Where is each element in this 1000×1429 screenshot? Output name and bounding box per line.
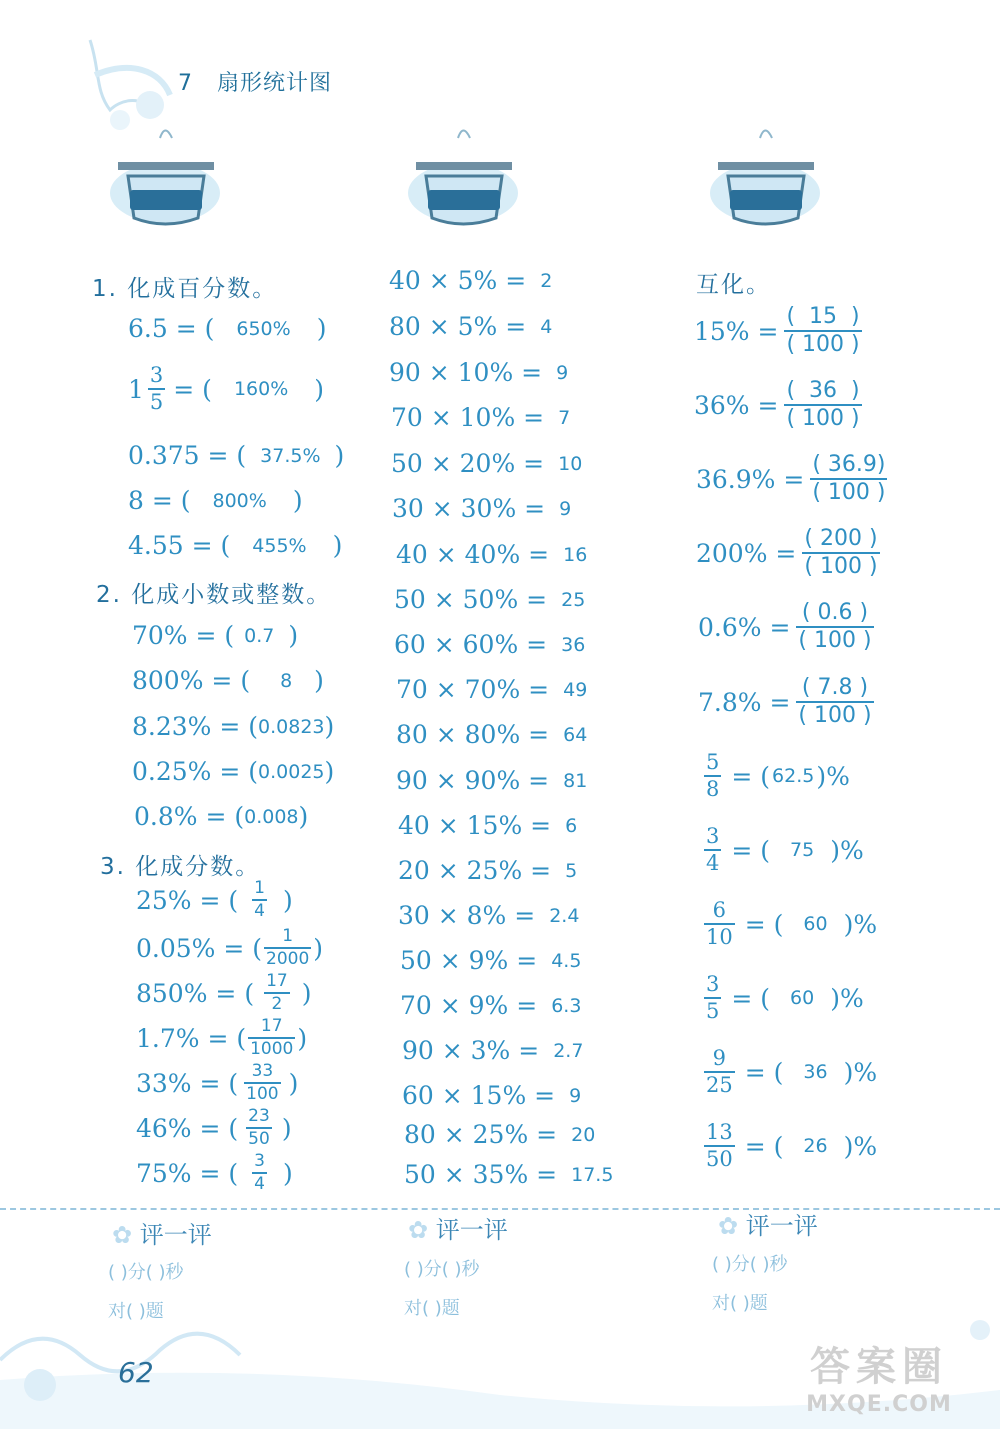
- multiplication-item: 20 × 25% = 5: [398, 856, 578, 885]
- section3-item: 850% = ( $\frac{17}{2}$ ): [136, 971, 312, 1014]
- percent-fraction-item: 7.8% = $\frac{( 7.8 )}{( 100 )}$: [698, 675, 872, 728]
- evaluation-title: ✿ 评一评: [112, 1221, 212, 1249]
- fraction-percent-item: $\frac{6}{10}$ = ( 60 )%: [706, 898, 878, 949]
- percent-fraction-item: 0.6% = $\frac{( 0.6 )}{( 100 )}$: [698, 600, 872, 653]
- section3-heading: 3. 化成分数。: [100, 854, 261, 880]
- evaluation-correct: 对( )题: [712, 1293, 768, 1314]
- multiplication-item: 40 × 5% = 2: [389, 266, 553, 295]
- card-badge-icon: [398, 118, 528, 238]
- section1-item: 6.5 = ( 650% ): [128, 314, 327, 343]
- multiplication-item: 50 × 20% = 10: [391, 449, 583, 478]
- multiplication-item: 40 × 40% = 16: [396, 540, 588, 569]
- fraction-percent-item: $\frac{3}{5}$ = ( 60 )%: [706, 972, 864, 1023]
- multiplication-item: 80 × 80% = 64: [396, 720, 588, 749]
- evaluation-title: ✿ 评一评: [718, 1212, 818, 1240]
- section1-item: 1 $\frac{3}{5}$ = ( 160% ): [128, 363, 325, 414]
- evaluation-time: ( )分( )秒: [712, 1254, 788, 1275]
- chapter-number: 7: [178, 71, 193, 96]
- section2-item: 800% = ( 8 ): [132, 666, 324, 695]
- section3-item: 25% = ( $\frac{1}{4}$ ): [136, 878, 293, 921]
- section1-item: 8 = ( 800% ): [128, 486, 303, 515]
- chapter-title: 扇形统计图: [217, 71, 333, 96]
- multiplication-item: 60 × 15% = 9: [402, 1081, 582, 1110]
- multiplication-item: 40 × 15% = 6: [398, 811, 578, 840]
- section2-item: 8.23% = ( 0.0823 ): [132, 712, 335, 741]
- evaluation-time: ( )分( )秒: [404, 1259, 480, 1280]
- section2-heading: 2. 化成小数或整数。: [96, 582, 332, 608]
- evaluation-correct: 对( )题: [108, 1301, 164, 1322]
- evaluation-title: ✿ 评一评: [408, 1216, 508, 1244]
- section2-item: 70% = ( 0.7 ): [132, 621, 299, 650]
- chapter-header: [178, 66, 332, 97]
- page-number: 62: [118, 1356, 154, 1389]
- watermark-logo: 答案圈 MXQE.COM: [806, 1344, 952, 1417]
- section3-item: 33% = ( $\frac{33}{100}$ ): [136, 1061, 299, 1104]
- section1-heading: 1. 化成百分数。: [92, 276, 278, 302]
- multiplication-item: 60 × 60% = 36: [394, 630, 586, 659]
- section1-item: 4.55 = ( 455% ): [128, 531, 343, 560]
- percent-fraction-item: 15% = $\frac{( 15 )}{( 100 )}$: [694, 304, 860, 357]
- evaluation-time: ( )分( )秒: [108, 1262, 184, 1283]
- section3-item: 1.7% = ( $\frac{17}{1000}$ ): [136, 1016, 308, 1059]
- multiplication-item: 50 × 9% = 4.5: [400, 946, 582, 975]
- card-badge-icon: [700, 118, 830, 238]
- multiplication-item: 90 × 10% = 9: [389, 358, 569, 387]
- fraction-percent-item: $\frac{5}{8}$ = ( 62.5 )%: [706, 750, 850, 801]
- multiplication-item: 90 × 90% = 81: [396, 766, 588, 795]
- fraction-percent-item: $\frac{13}{50}$ = ( 26 )%: [706, 1120, 878, 1171]
- multiplication-item: 80 × 25% = 20: [404, 1120, 596, 1149]
- card-badge-icon: [100, 118, 230, 238]
- multiplication-item: 70 × 70% = 49: [396, 675, 588, 704]
- section3-item: 75% = ( $\frac{3}{4}$ ): [136, 1151, 293, 1194]
- fraction-percent-item: $\frac{3}{4}$ = ( 75 )%: [706, 824, 864, 875]
- percent-fraction-item: 36.9% = $\frac{( 36.9)}{( 100 )}$: [696, 452, 886, 505]
- fraction-percent-item: $\frac{9}{25}$ = ( 36 )%: [706, 1046, 878, 1097]
- multiplication-item: 50 × 50% = 25: [394, 585, 586, 614]
- multiplication-item: 50 × 35% = 17.5: [404, 1160, 614, 1189]
- section2-item: 0.8% = ( 0.008 ): [134, 802, 309, 831]
- section3-item: 46% = ( $\frac{23}{50}$ ): [136, 1106, 292, 1149]
- right-heading: 互化。: [696, 272, 771, 298]
- section1-item: 0.375 = ( 37.5% ): [128, 441, 345, 470]
- multiplication-item: 80 × 5% = 4: [389, 312, 553, 341]
- multiplication-item: 90 × 3% = 2.7: [402, 1036, 584, 1065]
- section3-item: 0.05% = ( $\frac{1}{2000}$ ): [136, 926, 324, 969]
- percent-fraction-item: 36% = $\frac{( 36 )}{( 100 )}$: [694, 378, 860, 431]
- percent-fraction-item: 200% = $\frac{( 200 )}{( 100 )}$: [696, 526, 878, 579]
- multiplication-item: 70 × 10% = 7: [391, 403, 571, 432]
- section2-item: 0.25% = ( 0.0025 ): [132, 757, 335, 786]
- evaluation-correct: 对( )题: [404, 1298, 460, 1319]
- multiplication-item: 70 × 9% = 6.3: [400, 991, 582, 1020]
- multiplication-item: 30 × 30% = 9: [392, 494, 572, 523]
- multiplication-item: 30 × 8% = 2.4: [398, 901, 580, 930]
